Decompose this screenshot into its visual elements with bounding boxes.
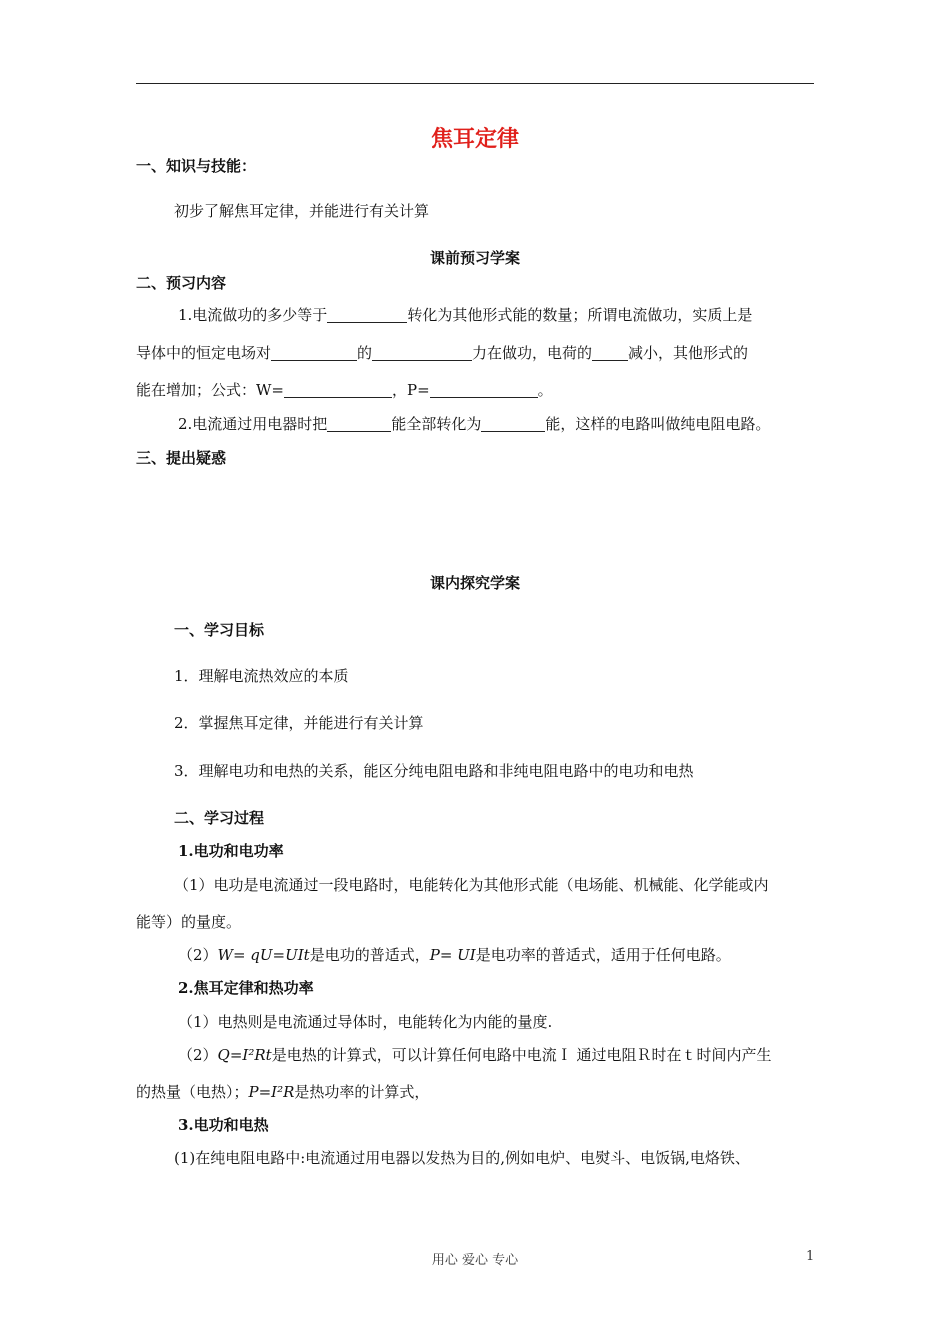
goals-heading: 一、学习目标 xyxy=(174,621,265,639)
q1-text-e: 力在做功，电荷的 xyxy=(472,344,593,362)
s1-paragraph-2 xyxy=(178,944,731,965)
s2-p2-post: 是电热的计算式，可以计算任何电路中电流Ｉ 通过电阻Ｒ时在ｔ时间内产生 xyxy=(271,1046,772,1064)
q1-text-h: ，P= xyxy=(392,381,430,399)
s3-paragraph-1: (1)在纯电阻电路中:电流通过用电器以发热为目的,例如电炉、电熨斗、电饭锅,电烙铁、 xyxy=(174,1149,750,1167)
q1-text-f: 减小，其他形式的 xyxy=(628,344,749,362)
s2-p3-post: 是热功率的计算式， xyxy=(294,1083,430,1101)
power-formula: P= UI xyxy=(429,946,476,964)
explore-title: 课内探究学案 xyxy=(429,574,520,592)
goal-2: 2．掌握焦耳定律，并能进行有关计算 xyxy=(174,714,424,732)
preview-title: 课前预习学案 xyxy=(429,249,520,267)
subsection-heading-3: 3.电功和电热 xyxy=(178,1116,269,1134)
page-number: 1 xyxy=(806,1249,815,1264)
question-1-line-3 xyxy=(136,379,553,400)
question-2 xyxy=(178,413,770,434)
process-heading: 二、学习过程 xyxy=(174,809,265,827)
s1-paragraph-1a: （1）电功是电流通过一段电路时，电能转化为其他形式能（电场能、机械能、化学能或内 xyxy=(174,876,769,894)
s1-p2-prefix: （2） xyxy=(178,946,218,964)
subsection-heading-2: 2.焦耳定律和热功率 xyxy=(178,979,314,997)
s2-p2-prefix: （2） xyxy=(178,1046,218,1064)
work-formula: W= qU=UIt xyxy=(217,946,310,964)
subsection-heading-1: 1.电功和电功率 xyxy=(178,842,284,860)
fill-blank[interactable] xyxy=(430,381,538,398)
fill-blank[interactable] xyxy=(372,344,472,361)
question-1-line-1 xyxy=(178,304,752,325)
q1-text-c: 导体中的恒定电场对 xyxy=(136,344,272,362)
q2-text-a: 2.电流通过用电器时把 xyxy=(178,415,328,433)
s1-p2-mid: 是电功的普适式， xyxy=(309,946,430,964)
question-1-line-2 xyxy=(136,342,748,363)
header-rule xyxy=(136,83,814,84)
fill-blank[interactable] xyxy=(271,344,357,361)
q1-text-g: 能在增加；公式：W= xyxy=(136,381,284,399)
section-heading-preview: 二、预习内容 xyxy=(136,274,227,292)
goal-3: 3．理解电功和电热的关系，能区分纯电阻电路和非纯电阻电路中的电功和电热 xyxy=(174,762,694,780)
s2-paragraph-2 xyxy=(178,1044,771,1065)
q2-text-b: 能全部转化为 xyxy=(391,415,482,433)
q1-text-i: 。 xyxy=(537,381,553,399)
fill-blank[interactable] xyxy=(327,306,407,323)
q1-text-d: 的 xyxy=(357,344,373,362)
q2-text-c: 能，这样的电路叫做纯电阻电路。 xyxy=(545,415,771,433)
section-heading-questions: 三、提出疑惑 xyxy=(136,449,227,467)
s1-p2-post: 是电功率的普适式，适用于任何电路。 xyxy=(475,946,731,964)
heat-power-formula: P=I²R xyxy=(248,1083,295,1101)
s2-p3-prefix: 的热量（电热）； xyxy=(136,1083,249,1101)
fill-blank[interactable] xyxy=(481,415,545,432)
footer-motto: 用心 爱心 专心 xyxy=(431,1253,519,1268)
s1-paragraph-1b: 能等）的量度。 xyxy=(136,913,242,931)
q1-text-b: 转化为其他形式能的数量；所谓电流做功，实质上是 xyxy=(407,306,753,324)
fill-blank[interactable] xyxy=(592,344,628,361)
fill-blank[interactable] xyxy=(284,381,392,398)
s2-paragraph-3 xyxy=(136,1081,429,1102)
heat-formula: Q=I²Rt xyxy=(217,1046,272,1064)
section-heading-knowledge: 一、知识与技能： xyxy=(136,157,257,175)
goal-1: 1．理解电流热效应的本质 xyxy=(174,667,349,685)
fill-blank[interactable] xyxy=(327,415,391,432)
knowledge-text: 初步了解焦耳定律，并能进行有关计算 xyxy=(174,202,430,220)
q1-text-a: 1.电流做功的多少等于 xyxy=(178,306,328,324)
s2-paragraph-1: （1）电热则是电流通过导体时，电能转化为内能的量度. xyxy=(178,1013,553,1031)
page-title: 焦耳定律 xyxy=(430,126,519,152)
